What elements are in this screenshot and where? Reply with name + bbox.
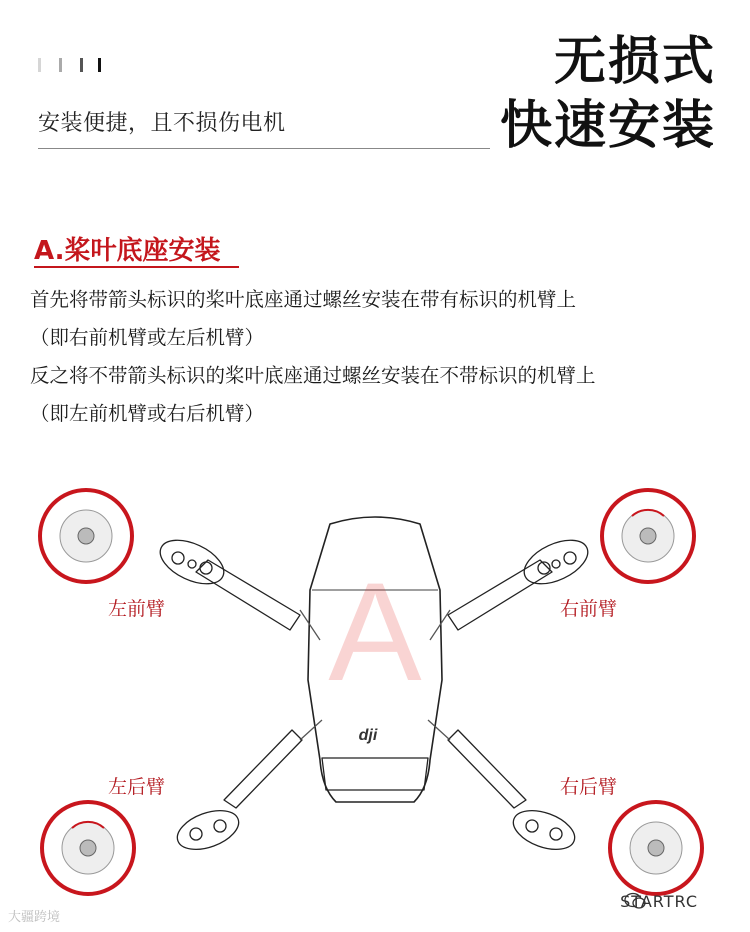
tick-mark bbox=[80, 58, 83, 72]
watermark-right: STARTRC bbox=[620, 892, 698, 911]
instruction-line-2: （即右前机臂或左后机臂） bbox=[30, 326, 265, 349]
motor-closeup-left-front bbox=[38, 488, 134, 584]
instruction-line-3: 反之将不带箭头标识的桨叶底座通过螺丝安装在不带标识的机臂上 bbox=[30, 364, 596, 387]
label-right-rear-arm: 右后臂 bbox=[560, 776, 618, 798]
title-line-2: 快速安装 bbox=[499, 96, 716, 156]
center-letter: A bbox=[328, 553, 422, 710]
watermark-left: 大疆跨境 bbox=[8, 910, 61, 925]
label-right-front-arm: 右前臂 bbox=[560, 598, 618, 620]
tick-mark bbox=[98, 58, 101, 72]
header-divider bbox=[38, 148, 490, 149]
title-line-1: 无损式 bbox=[553, 32, 716, 92]
motor-closeup-right-front bbox=[600, 488, 696, 584]
motor-left-rear bbox=[172, 803, 244, 857]
section-heading-underline bbox=[34, 266, 239, 268]
motor-closeup-left-rear bbox=[40, 800, 136, 896]
label-left-front-arm: 左前臂 bbox=[108, 598, 166, 620]
arm-right-rear bbox=[448, 730, 526, 808]
page-title bbox=[500, 30, 716, 158]
motor-right-front bbox=[518, 531, 595, 592]
arm-right-front bbox=[448, 560, 552, 630]
brand-logo: dji bbox=[358, 727, 378, 744]
instruction-line-1: 首先将带箭头标识的桨叶底座通过螺丝安装在带有标识的机臂上 bbox=[30, 288, 577, 311]
tick-mark bbox=[38, 58, 41, 72]
motor-closeup-right-rear bbox=[608, 800, 704, 896]
label-left-rear-arm: 左后臂 bbox=[108, 776, 166, 798]
motor-left-front bbox=[154, 531, 231, 592]
section-heading: A.桨叶底座安装 bbox=[34, 236, 221, 266]
header-subtitle: 安装便捷，且不损伤电机 bbox=[38, 111, 286, 136]
motor-right-rear bbox=[508, 803, 580, 857]
instruction-line-4: （即左前机臂或右后机臂） bbox=[30, 402, 265, 425]
arm-left-rear bbox=[224, 730, 302, 808]
tick-mark bbox=[59, 58, 62, 72]
